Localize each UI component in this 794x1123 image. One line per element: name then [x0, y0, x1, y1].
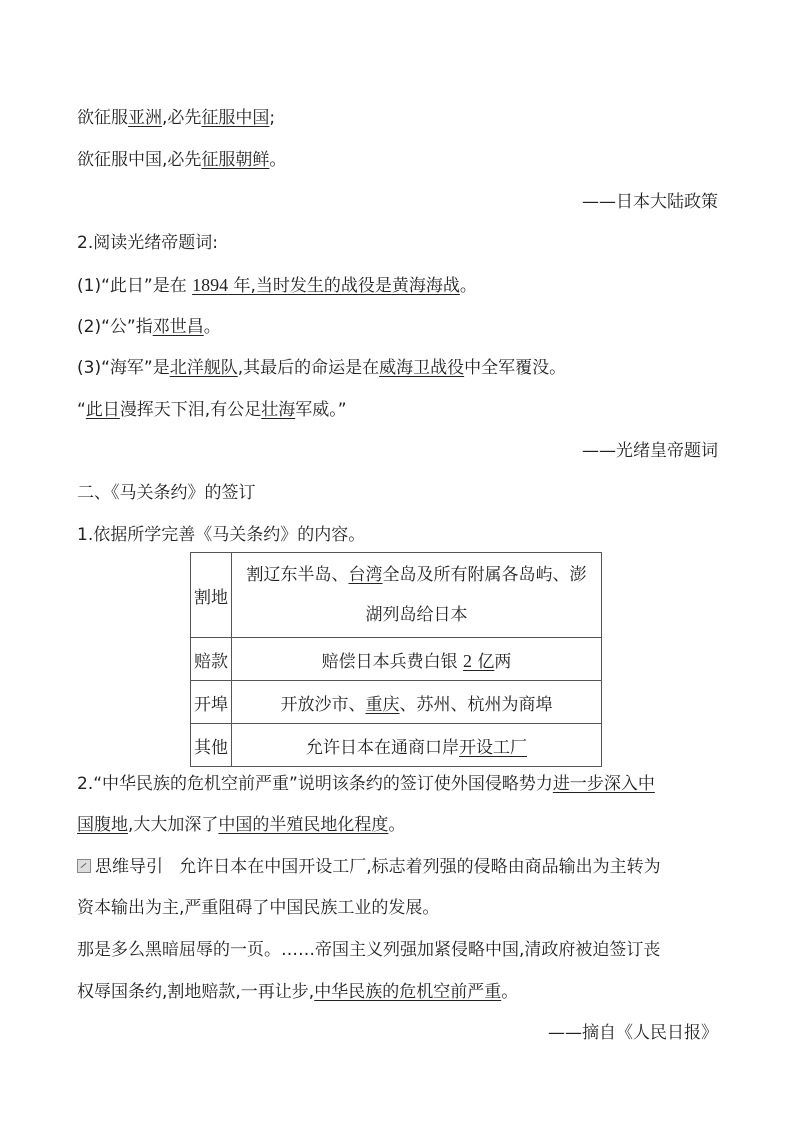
thinking-guide-icon [77, 859, 91, 873]
table-row [191, 638, 602, 681]
table-key-ports: 开埠 [191, 681, 232, 724]
passage-line-2: 权辱国条约,割地赔款,一再让步,中华民族的危机空前严重。 [77, 982, 519, 1002]
section-2-title: 二、《马关条约》的签订 [77, 483, 256, 503]
q2-item-2: (2)“公”指邓世昌。 [77, 317, 221, 337]
q2-item-3: (3)“海军”是北洋舰队,其最后的命运是在威海卫战役中全军覆没。 [77, 358, 567, 378]
table-row [191, 553, 602, 638]
q2-quote: “此日漫挥天下泪,有公足壮海军威。” [77, 400, 347, 420]
table-value-ports: 开放沙市、重庆、苏州、杭州为商埠 [232, 681, 602, 724]
poem-line-1: 欲征服亚洲,必先征服中国; [77, 108, 276, 128]
q2-item-1: (1)“此日”是在 1894 年,当时发生的战役是黄海海战。 [77, 275, 477, 296]
table-key-cession: 割地 [191, 553, 232, 638]
treaty-table [190, 552, 602, 767]
table-value-cession: 割辽东半岛、台湾全岛及所有附属各岛屿、澎 湖列岛给日本 [232, 553, 602, 638]
guide-line-2: 资本输出为主,严重阻碍了中国民族工业的发展。 [77, 898, 440, 918]
poem-source: ——日本大陆政策 [582, 192, 718, 212]
poem-line-2: 欲征服中国,必先征服朝鲜。 [77, 150, 287, 170]
table-key-indemnity: 赔款 [191, 638, 232, 681]
section-2-q2-line-2: 国腹地,大大加深了中国的半殖民地化程度。 [77, 815, 406, 835]
q2-title: 2.阅读光绪帝题词: [77, 233, 218, 253]
guide-line-1: 思维导引 允许日本在中国开设工厂,标志着列强的侵略由商品输出为主转为 [77, 856, 661, 878]
table-row [191, 724, 602, 767]
table-row [191, 681, 602, 724]
table-key-other: 其他 [191, 724, 232, 767]
table-value-other: 允许日本在通商口岸开设工厂 [232, 724, 602, 767]
q2-source: ——光绪皇帝题词 [582, 441, 718, 461]
passage-line-1: 那是多么黑暗屈辱的一页。……帝国主义列强加紧侵略中国,清政府被迫签订丧 [77, 940, 661, 960]
section-2-q2-line-1: 2.“中华民族的危机空前严重”说明该条约的签订使外国侵略势力进一步深入中 [77, 774, 655, 794]
guide-label: 思维导引 [95, 857, 163, 877]
section-2-q1: 1.依据所学完善《马关条约》的内容。 [77, 525, 366, 545]
passage-source: ——摘自《人民日报》 [548, 1023, 718, 1043]
table-value-indemnity: 赔偿日本兵费白银 2 亿两 [232, 638, 602, 681]
